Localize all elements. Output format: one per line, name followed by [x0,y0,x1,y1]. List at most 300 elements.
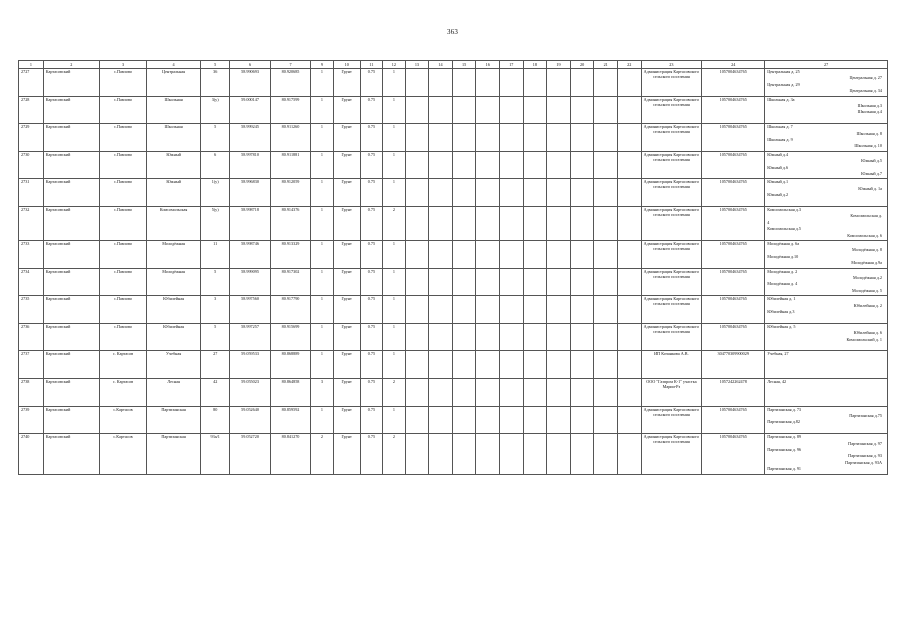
house-cell: 3 [201,296,230,324]
latitude-cell: 58.999095 [230,268,270,296]
settlement-cell: с.Павлово [99,240,146,268]
col11-cell: 0.75 [360,206,382,240]
column-header: 4 [147,61,201,69]
empty-cell [499,323,523,351]
empty-cell [476,151,500,179]
address-line: Школьная д. 8 [856,130,882,136]
house-cell: 27 [201,351,230,379]
empty-cell [499,406,523,434]
address-line: Комсомольская д. 6 [847,232,882,238]
table-row [19,406,888,434]
empty-cell [429,69,453,97]
address-line: Молодёжная д.10 [767,253,799,259]
column-header: 13 [405,61,429,69]
empty-cell [617,179,641,207]
empty-cell [452,151,476,179]
empty-cell [452,179,476,207]
col12-cell: 1 [383,96,405,124]
inn-cell: 1057004634765 [702,206,765,240]
empty-cell [523,124,547,152]
address-line: Школьная д. 3а [767,96,795,102]
settlement-cell: с.Павлово [99,323,146,351]
table-row [19,434,888,474]
latitude-cell: 59.059533 [230,351,270,379]
surface-cell: Грунт [333,179,360,207]
empty-cell [547,406,571,434]
owner-cell: Администрация Картасовского сельского поселения [641,206,702,240]
row-number: 2740 [19,434,44,474]
col12-cell: 1 [383,240,405,268]
empty-cell [429,268,453,296]
empty-cell [405,96,429,124]
empty-cell [499,268,523,296]
address-line: Молодёжная д. 5 [852,287,882,293]
empty-cell [547,351,571,379]
inn-cell: 1057004634765 [702,179,765,207]
empty-cell [523,434,547,474]
col12-cell: 1 [383,351,405,379]
addresses-cell [765,96,888,124]
address-line: Лесная, 42 [767,378,787,384]
addresses-cell [765,378,888,406]
col11-cell: 0.75 [360,406,382,434]
col11-cell: 0.75 [360,268,382,296]
empty-cell [476,378,500,406]
column-header: 23 [641,61,702,69]
street-cell: Юбилейная [147,323,201,351]
col12-cell: 1 [383,69,405,97]
house-cell: 6 [201,151,230,179]
empty-cell [617,351,641,379]
latitude-cell: 58.997810 [230,151,270,179]
longitude-cell: 80.917302 [270,268,310,296]
empty-cell [523,240,547,268]
address-line: Юбилейная д. 6 [853,330,882,336]
street-cell: Школьная [147,96,201,124]
empty-cell [547,434,571,474]
inn-cell: 1057004634765 [702,434,765,474]
table-row [19,124,888,152]
address-line: Южный д.2 [767,192,789,198]
empty-cell [617,378,641,406]
empty-cell [547,179,571,207]
empty-cell [429,206,453,240]
empty-cell [405,296,429,324]
settlement-cell: с. Картасов [99,378,146,406]
column-header: 10 [333,61,360,69]
owner-cell: Администрация Картасовского сельского поселения [641,69,702,97]
col12-cell: 1 [383,179,405,207]
longitude-cell: 80.912059 [270,179,310,207]
latitude-cell: 58.997560 [230,296,270,324]
empty-cell [429,296,453,324]
row-number: 2737 [19,351,44,379]
row-number: 2730 [19,151,44,179]
empty-cell [594,179,618,207]
row-number: 2738 [19,378,44,406]
address-line: Партизанская д.75 [849,412,882,418]
district-cell: Картасовский [43,206,99,240]
surface-cell: Грунт [333,151,360,179]
column-header: 17 [499,61,523,69]
empty-cell [476,434,500,474]
empty-cell [429,96,453,124]
longitude-cell: 80.920685 [270,69,310,97]
house-cell: 93а/1 [201,434,230,474]
settlement-cell: с.Павлово [99,268,146,296]
column-header: 16 [476,61,500,69]
address-line: Южный д.6 [767,164,789,170]
col9-cell: 1 [311,124,333,152]
longitude-cell: 80.911881 [270,151,310,179]
col11-cell: 0.75 [360,179,382,207]
address-line: Молодёжная д. 8 [852,247,882,253]
empty-cell [405,240,429,268]
settlement-cell: с.Павлово [99,124,146,152]
empty-cell [547,69,571,97]
empty-cell [547,296,571,324]
latitude-cell: 58.996830 [230,179,270,207]
empty-cell [594,323,618,351]
longitude-cell: 80.868889 [270,351,310,379]
empty-cell [452,434,476,474]
empty-cell [499,69,523,97]
column-header: 14 [429,61,453,69]
empty-cell [499,434,523,474]
empty-cell [476,323,500,351]
owner-cell: Администрация Картасовского сельского поселения [641,151,702,179]
empty-cell [452,96,476,124]
inn-cell: 1057004634765 [702,323,765,351]
col9-cell: 3 [311,378,333,406]
column-header: 5 [201,61,230,69]
row-number: 2728 [19,96,44,124]
header-row [19,61,888,69]
address-line: Южный д.4 [767,151,789,157]
column-header: 24 [702,61,765,69]
longitude-cell: 80.914376 [270,206,310,240]
column-header: 21 [594,61,618,69]
empty-cell [523,151,547,179]
address-line: Южный д.5 [861,158,882,164]
owner-cell: Администрация Картасовского сельского поселения [641,268,702,296]
empty-cell [594,296,618,324]
inn-cell: 1057004634765 [702,151,765,179]
empty-cell [452,406,476,434]
surface-cell: Грунт [333,351,360,379]
table-row [19,268,888,296]
owner-cell: Администрация Картасовского сельского поселения [641,323,702,351]
empty-cell [499,124,523,152]
empty-cell [594,434,618,474]
address-line: Партизанская д. 73 [767,406,802,412]
empty-cell [452,206,476,240]
empty-cell [476,406,500,434]
surface-cell: Грунт [333,268,360,296]
empty-cell [476,124,500,152]
empty-cell [429,151,453,179]
addresses-cell [765,296,888,324]
address-line: Школьная д. 7 [767,124,793,130]
empty-cell [429,323,453,351]
latitude-cell: 58.998746 [230,240,270,268]
column-header: 19 [547,61,571,69]
empty-cell [547,240,571,268]
empty-cell [523,296,547,324]
street-cell: Комсомольская [147,206,201,240]
latitude-cell: 58.998718 [230,206,270,240]
street-cell: Юбилейная [147,296,201,324]
row-number: 2729 [19,124,44,152]
empty-cell [452,124,476,152]
empty-cell [570,434,594,474]
col9-cell: 1 [311,179,333,207]
column-header: 6 [230,61,270,69]
address-line: Молодёжная д. 2 [767,268,798,274]
col9-cell: 1 [311,96,333,124]
empty-cell [523,268,547,296]
empty-cell [405,124,429,152]
empty-cell [476,206,500,240]
empty-cell [594,378,618,406]
column-header: 27 [765,61,888,69]
table-body [19,69,888,475]
addresses-cell [765,206,888,240]
empty-cell [570,151,594,179]
addresses-cell [765,406,888,434]
empty-cell [452,351,476,379]
empty-cell [617,124,641,152]
empty-cell [617,296,641,324]
col9-cell: 1 [311,406,333,434]
col9-cell: 1 [311,69,333,97]
address-line: Юбилейная д. 5 [767,323,796,329]
surface-cell: Грунт [333,96,360,124]
address-line: Партизанская д. 96 [767,446,802,452]
district-cell: Картасовский [43,240,99,268]
row-number: 2739 [19,406,44,434]
address-line: Партизанская д. 93 [848,453,882,459]
col11-cell: 0.75 [360,378,382,406]
inn-cell: 1057004634765 [702,296,765,324]
empty-cell [476,179,500,207]
empty-cell [405,406,429,434]
empty-cell [405,323,429,351]
empty-cell [429,406,453,434]
page-number: 363 [446,28,459,36]
empty-cell [594,69,618,97]
address-line: Учебная, 27 [767,351,789,357]
empty-cell [523,351,547,379]
house-cell: 5 [201,268,230,296]
surface-cell: Грунт [333,296,360,324]
empty-cell [476,296,500,324]
table-row [19,151,888,179]
empty-cell [405,351,429,379]
col9-cell: 1 [311,240,333,268]
col9-cell: 1 [311,206,333,240]
empty-cell [570,406,594,434]
col11-cell: 0.75 [360,124,382,152]
street-cell: Молодёжная [147,268,201,296]
longitude-cell: 80.911260 [270,124,310,152]
empty-cell [523,69,547,97]
col12-cell: 1 [383,124,405,152]
empty-cell [499,96,523,124]
address-line: Школьная д.4 [857,109,882,115]
addresses-cell [765,69,888,97]
latitude-cell: 59.052640 [230,406,270,434]
column-header: 18 [523,61,547,69]
address-line: Молодёжная д.2 [853,274,882,280]
surface-cell: Грунт [333,323,360,351]
empty-cell [547,378,571,406]
col11-cell: 0.75 [360,296,382,324]
house-cell: 1(у) [201,179,230,207]
address-line: Южный д.7 [861,170,882,176]
col12-cell: 2 [383,378,405,406]
street-cell: Партизанская [147,406,201,434]
column-header: 7 [270,61,310,69]
empty-cell [594,96,618,124]
empty-cell [617,240,641,268]
empty-cell [617,268,641,296]
empty-cell [429,351,453,379]
empty-cell [547,124,571,152]
column-header: 15 [452,61,476,69]
street-cell: Южный [147,179,201,207]
owner-cell: ИП Кочанкова А.В. [641,351,702,379]
street-cell: Молодёжная [147,240,201,268]
house-cell: 3(у) [201,96,230,124]
column-header: 20 [570,61,594,69]
empty-cell [476,240,500,268]
surface-cell: Грунт [333,69,360,97]
empty-cell [499,378,523,406]
address-line: Партизанская д. 91 [767,466,802,472]
column-header: 12 [383,61,405,69]
empty-cell [523,378,547,406]
settlement-cell: с.Павлово [99,151,146,179]
district-cell: Картасовский [43,179,99,207]
inn-cell: 1057004634765 [702,240,765,268]
col9-cell: 1 [311,296,333,324]
settlement-cell: с.Картасов [99,434,146,474]
house-cell: 42 [201,378,230,406]
col9-cell: 1 [311,151,333,179]
empty-cell [594,406,618,434]
address-line: Комсомольская д. [850,213,882,219]
addresses-cell [765,323,888,351]
empty-cell [594,351,618,379]
empty-cell [617,206,641,240]
col9-cell: 1 [311,268,333,296]
empty-cell [547,206,571,240]
settlement-cell: с.Павлово [99,69,146,97]
empty-cell [476,96,500,124]
empty-cell [547,151,571,179]
column-header: 3 [99,61,146,69]
district-cell: Картасовский [43,96,99,124]
empty-cell [570,323,594,351]
empty-cell [523,406,547,434]
col12-cell: 1 [383,323,405,351]
inn-cell: 1057004634765 [702,69,765,97]
column-header: 1 [19,61,44,69]
district-cell: Картасовский [43,406,99,434]
empty-cell [570,296,594,324]
addresses-cell [765,351,888,379]
empty-cell [570,124,594,152]
col12-cell: 1 [383,151,405,179]
col12-cell: 2 [383,206,405,240]
empty-cell [452,240,476,268]
empty-cell [594,124,618,152]
table-row [19,351,888,379]
settlement-cell: с.Картасов [99,406,146,434]
empty-cell [617,151,641,179]
address-line: Партизанская д. 89 [767,434,802,440]
row-number: 2736 [19,323,44,351]
owner-cell: Администрация Картасовского сельского поселения [641,406,702,434]
settlement-cell: с. Картасов [99,351,146,379]
surface-cell: Грунт [333,378,360,406]
empty-cell [405,179,429,207]
longitude-cell: 80.915699 [270,323,310,351]
address-line: 4 [767,219,770,225]
street-cell: Учебная [147,351,201,379]
latitude-cell: 58.997257 [230,323,270,351]
addresses-cell [765,268,888,296]
owner-cell: Администрация Картасовского сельского поселения [641,434,702,474]
longitude-cell: 80.913329 [270,240,310,268]
empty-cell [523,206,547,240]
street-cell: Центральная [147,69,201,97]
empty-cell [452,69,476,97]
empty-cell [617,434,641,474]
empty-cell [405,151,429,179]
latitude-cell: 59.000147 [230,96,270,124]
empty-cell [594,206,618,240]
table-row [19,323,888,351]
row-number: 2727 [19,69,44,97]
address-line: Центральная д. 29 [767,81,800,87]
col11-cell: 0.75 [360,240,382,268]
address-line: Юбилейная д. 2 [853,302,882,308]
settlement-cell: с.Павлово [99,296,146,324]
col9-cell: 2 [311,434,333,474]
empty-cell [405,206,429,240]
street-cell: Школьная [147,124,201,152]
address-line: Молодёжная д. 4 [767,281,798,287]
longitude-cell: 80.917599 [270,96,310,124]
col11-cell: 0.75 [360,96,382,124]
empty-cell [594,268,618,296]
column-header: 9 [311,61,333,69]
col12-cell: 1 [383,296,405,324]
owner-cell: ООО "Газпром К-1" участка Марии-Рз [641,378,702,406]
empty-cell [570,179,594,207]
empty-cell [594,240,618,268]
empty-cell [617,406,641,434]
surface-cell: Грунт [333,206,360,240]
col11-cell: 0.75 [360,323,382,351]
addresses-cell [765,179,888,207]
house-cell: 5 [201,323,230,351]
inn-cell: 304770309900029 [702,351,765,379]
col12-cell: 1 [383,268,405,296]
empty-cell [617,96,641,124]
